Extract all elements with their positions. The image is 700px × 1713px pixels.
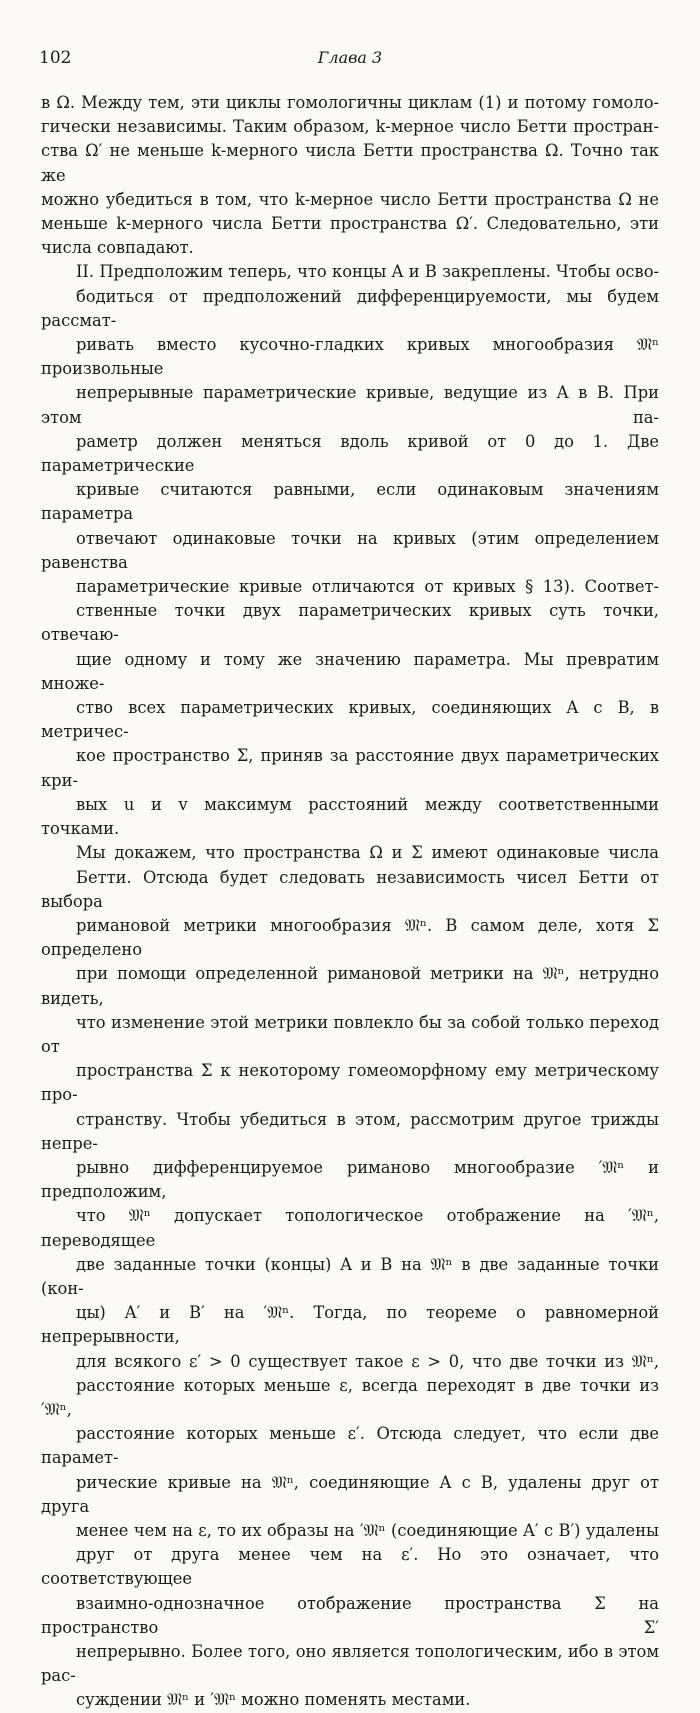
text-line: раметр должен меняться вдоль кривой от 0 до 1. Две параметрические: [41, 431, 659, 476]
text-line: ривать вместо кусочно-гладких кривых многообразия 𝔐ⁿ произвольные: [41, 335, 659, 379]
text-line: при помощи определенной римановой метрики на 𝔐ⁿ, нетрудно видеть,: [41, 964, 659, 1008]
text-line: друг от друга менее чем на ε′. Но это означает, что соответствующее: [41, 1545, 659, 1589]
paragraph-3: [41, 841, 659, 1712]
text-line: гически независимы. Таким образом, k-мерное число Бетти простран-: [41, 117, 659, 137]
text-line: можно убедиться в том, что k-мерное число Бетти пространства Ω не: [41, 189, 659, 209]
text-line: непрерывные параметрические кривые, ведущие из A в B. При этом па-: [41, 383, 659, 427]
text-line: странству. Чтобы убедиться в этом, рассмотрим другое трижды непре-: [41, 1109, 659, 1153]
text-line: расстояние которых меньше ε′. Отсюда следует, что если две парамет-: [41, 1424, 659, 1468]
text-line: рывно дифференцируемое риманово многообразие ′𝔐ⁿ и предположим,: [41, 1157, 659, 1202]
text-line: ственные точки двух параметрических кривых суть точки, отвечаю-: [41, 601, 659, 645]
text-line: рические кривые на 𝔐ⁿ, соединяющие A с B, удалены друг от друга: [41, 1472, 659, 1516]
text-line: что 𝔐ⁿ допускает топологическое отображение на ′𝔐ⁿ, переводящее: [41, 1206, 659, 1250]
text-line: ства Ω′ не меньше k-мерного числа Бетти пространства Ω. Точно так же: [41, 141, 659, 185]
text-line: Мы докажем, что пространства Ω и Σ имеют одинаковые числа: [76, 843, 659, 863]
text-line: взаимно-однозначное отображение пространства Σ на пространство Σ′: [41, 1593, 659, 1637]
text-line: меньше k-мерного числа Бетти пространства Ω′. Следовательно, эти: [41, 214, 659, 234]
text-line: бодиться от предположений дифференцируемости, мы будем рассмат-: [41, 286, 659, 330]
paragraph-2: [41, 260, 659, 841]
text-line: параметрические кривые отличаются от кривых § 13). Соответ-: [76, 577, 659, 597]
running-head: Глава 3: [317, 48, 383, 67]
text-line: расстояние которых меньше ε, всегда переходят в две точки из ′𝔐ⁿ,: [41, 1375, 659, 1419]
text-line: кривые считаются равными, если одинаковым значениям параметра: [41, 480, 659, 524]
text-line: пространства Σ к некоторому гомеоморфному ему метрическому про-: [41, 1061, 659, 1105]
text-line: кое пространство Σ, приняв за расстояние двух параметрических кри-: [41, 746, 659, 790]
text-line: две заданные точки (концы) A и B на 𝔐ⁿ в две заданные точки (кон-: [41, 1254, 659, 1298]
text-line: цы) A′ и B′ на ′𝔐ⁿ. Тогда, по теореме о равномерной непрерывности,: [41, 1303, 659, 1347]
text-line: Бетти. Отсюда будет следовать независимость чисел Бетти от выбора: [41, 867, 659, 911]
text-line: для всякого ε′ > 0 существует такое ε > 0, что две точки из 𝔐ⁿ,: [76, 1351, 659, 1371]
text-line: в Ω. Между тем, эти циклы гомологичны циклам (1) и потому гомоло-: [41, 93, 659, 112]
text-line: ство всех параметрических кривых, соединяющих A с B, в метричес-: [41, 698, 659, 742]
paragraph-1: [41, 91, 659, 260]
page-header: [39, 48, 661, 72]
text-line: II. Предположим теперь, что концы A и B закреплены. Чтобы осво-: [76, 262, 659, 282]
text-line: суждении 𝔐ⁿ и ′𝔐ⁿ можно поменять местами.: [76, 1690, 471, 1710]
text-line: вых u и v максимум расстояний между соответственными точками.: [41, 794, 659, 839]
text-line: непрерывно. Более того, оно является топологическим, ибо в этом рас-: [41, 1642, 659, 1686]
text-line: римановой метрики многообразия 𝔐ⁿ. В самом деле, хотя Σ определено: [41, 915, 659, 960]
page-number: 102: [39, 48, 72, 68]
text-line: что изменение этой метрики повлекло бы за собой только переход от: [41, 1012, 659, 1056]
text-line: щие одному и тому же значению параметра. Мы превратим множе-: [41, 649, 659, 693]
page-body: [41, 91, 659, 1713]
text-line: менее чем на ε, то их образы на ′𝔐ⁿ (соединяющие A′ с B′) удалены: [76, 1520, 659, 1540]
text-line: отвечают одинаковые точки на кривых (этим определением равенства: [41, 528, 659, 572]
text-line: числа совпадают.: [41, 238, 194, 258]
